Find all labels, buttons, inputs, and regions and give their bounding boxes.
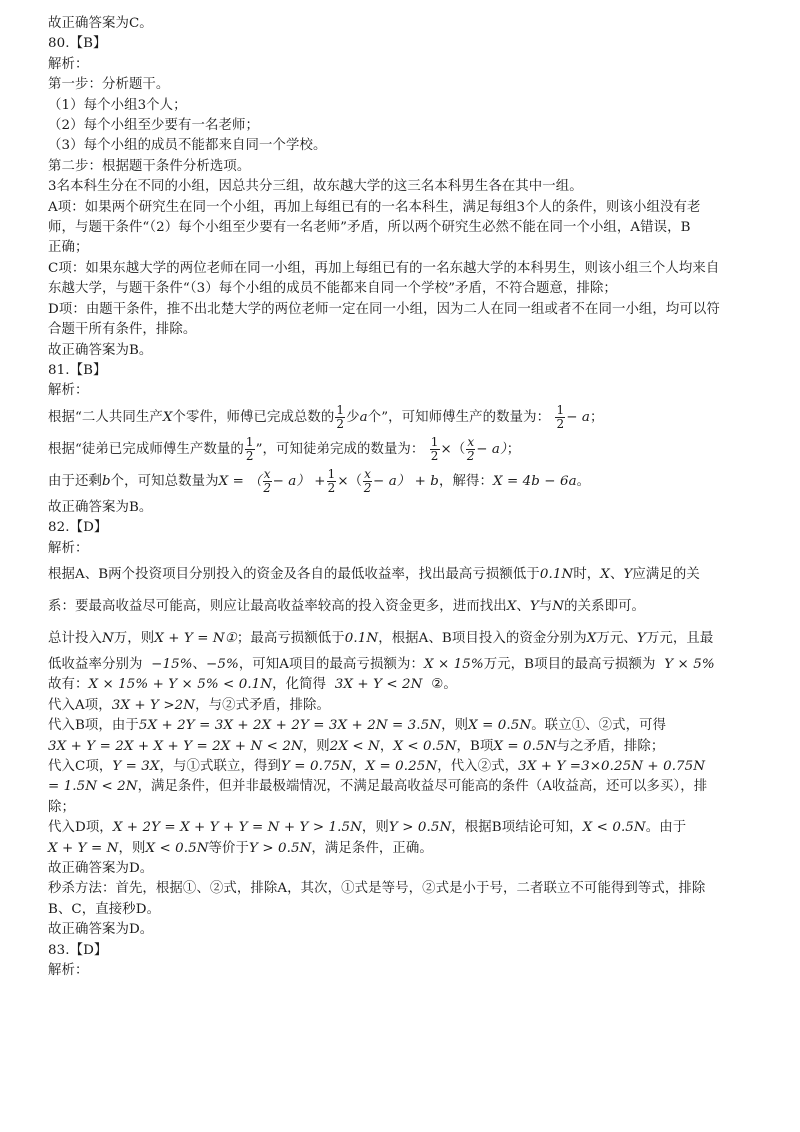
text-line: 故正确答案为D。 (48, 922, 154, 938)
text-line: 第一步：分析题干。 (48, 77, 170, 93)
text-line: 东越大学，与题干条件“（3）每个小组的成员不能都来自同一个学校”矛盾，不符合题意，排除； (48, 281, 617, 297)
fraction: $\frac{1}{2}$ (327, 466, 336, 495)
q82-line: 代入B项，由于5X + 2Y = 3X + 2X + 2Y = 3X + 2N = 3.5N，则X = 0.5N。联立①、②式，可得 (48, 718, 667, 734)
text-line: 解析： (48, 540, 89, 556)
fraction: $\frac{x}{2}$ (466, 434, 475, 463)
text-line: 故正确答案为C。 (48, 16, 153, 31)
fraction: $\frac{1}{2}$ (336, 402, 345, 431)
q81-line-3: 由于还剩b个，可知总数量为X = （ $\frac{x}{2}$ − a） + $\frac{1}{2}$ ×（ $\frac{x}{2}$ − a） + b，解得：X = 4b − 6a。 (48, 466, 591, 495)
text-line: 解析： (48, 383, 89, 399)
document-page (48, 14, 760, 981)
math-var: X (162, 409, 173, 425)
q82-line: 代入D项，X + 2Y = X + Y + Y = N + Y > 1.5N，则Y > 0.5N，根据B项结论可知，X < 0.5N。由于 (48, 820, 687, 836)
text-line: 正确； (48, 240, 89, 256)
text-line: C项：如果东越大学的两位老师在同一小组，再加上每组已有的一名东越大学的本科男生，则该小组三个人均来自 (48, 260, 720, 276)
text-line: 故正确答案为D。 (48, 861, 154, 876)
fraction: $\frac{x}{2}$ (363, 466, 372, 495)
fraction: $\frac{x}{2}$ (263, 466, 272, 495)
q82-line: 总计投入N万，则X + Y = N①；最高亏损额低于0.1N，根据A、B项目投入的资金分别为X万元、Y万元，且最 (48, 630, 714, 646)
text-line: （3）每个小组的成员不能都来自同一个学校。 (48, 138, 327, 154)
question-heading: 81.【B】 (48, 362, 107, 378)
q82-line: 代入A项，3X + Y >2N，与②式矛盾，排除。 (48, 697, 330, 713)
text-line: 故正确答案为B。 (48, 342, 153, 358)
text-line: 师，与题干条件“（2）每个小组至少要有一名老师”矛盾，所以两个研究生必然不能在同一个小组，A错误，B (48, 220, 691, 236)
text-line: （1）每个小组3个人； (48, 97, 187, 113)
text-line: 3名本科生分在不同的小组，因总共分三组，故东越大学的这三名本科男生各在其中一组。 (48, 179, 583, 195)
q82-line: 故有：X × 15% + Y × 5% < 0.1N，化简得 3X + Y < 2N ②。 (48, 677, 457, 693)
question-heading: 83.【D】 (48, 942, 108, 958)
q81-line-2: 根据“徒弟已完成师傅生产数量的 $\frac{1}{2}$ ”，可知徒弟完成的数量为： $\frac{1}{2}$ ×（ $\frac{x}{2}$ − a）； (48, 434, 521, 463)
fraction: $\frac{1}{2}$ (556, 402, 565, 431)
text-line: （2）每个小组至少要有一名老师； (48, 118, 259, 134)
text-line: 解析： (48, 963, 89, 979)
q82-line: 根据A、B两个投资项目分别投入的资金及各自的最低收益率，找出最高亏损额低于0.1N时，X、Y应满足的关 (48, 566, 700, 582)
text-line: D项：由题干条件，推不出北楚大学的两位老师一定在同一小组，因为二人在同一组或者不在同一小组，均可以符 (48, 301, 720, 317)
q82-line: 系：要最高收益尽可能高，则应让最高收益率较高的投入资金更多，进而找出X、Y与N的关系即可。 (48, 598, 646, 614)
q82-line: = 1.5N < 2N，满足条件，但并非最极端情况，不满足最高收益尽可能高的条件（A收益高，还可以多买），排 (48, 779, 708, 795)
q82-line: 3X + Y = 2X + X + Y = 2X + N < 2N，则2X < N，X < 0.5N，B项X = 0.5N与之矛盾，排除； (48, 738, 665, 754)
q82-line: 秒杀方法：首先，根据①、②式，排除A，其次，①式是等号，②式是小于号，二者联立不可能得到等式，排除 (48, 881, 706, 897)
text-line: 合题干所有条件，排除。 (48, 322, 197, 338)
q82-line: 除； (48, 799, 75, 815)
text-line: 解析： (48, 56, 89, 72)
q82-line: 代入C项，Y = 3X，与①式联立，得到Y = 0.75N，X = 0.25N，代入②式，3X + Y =3×0.25N + 0.75N (48, 758, 706, 774)
text-line: 第二步：根据题干条件分析选项。 (48, 158, 251, 174)
text-line: B、C，直接秒D。 (48, 901, 161, 917)
text-line: A项：如果两个研究生在同一个小组，再加上每组已有的一名本科生，满足每组3个人的条件，则该小组没有老 (48, 199, 701, 215)
text-line: 故正确答案为B。 (48, 499, 153, 515)
q82-line: 低收益率分别为 −15%、−5%，可知A项目的最高亏损额为：X × 15%万元，B项目的最高亏损额为 Y × 5% (48, 656, 715, 672)
q81-line-1: 根据“二人共同生产X个零件，师傅已完成总数的 $\frac{1}{2}$ 少a个”，可知师傅生产的数量为： $\frac{1}{2}$ − a； (48, 402, 604, 431)
fraction: $\frac{1}{2}$ (245, 434, 254, 463)
question-heading: 80.【B】 (48, 36, 107, 52)
question-heading: 82.【D】 (48, 520, 108, 536)
fraction: $\frac{1}{2}$ (430, 434, 439, 463)
q82-line: X + Y = N，则X < 0.5N等价于Y > 0.5N，满足条件，正确。 (48, 840, 433, 856)
